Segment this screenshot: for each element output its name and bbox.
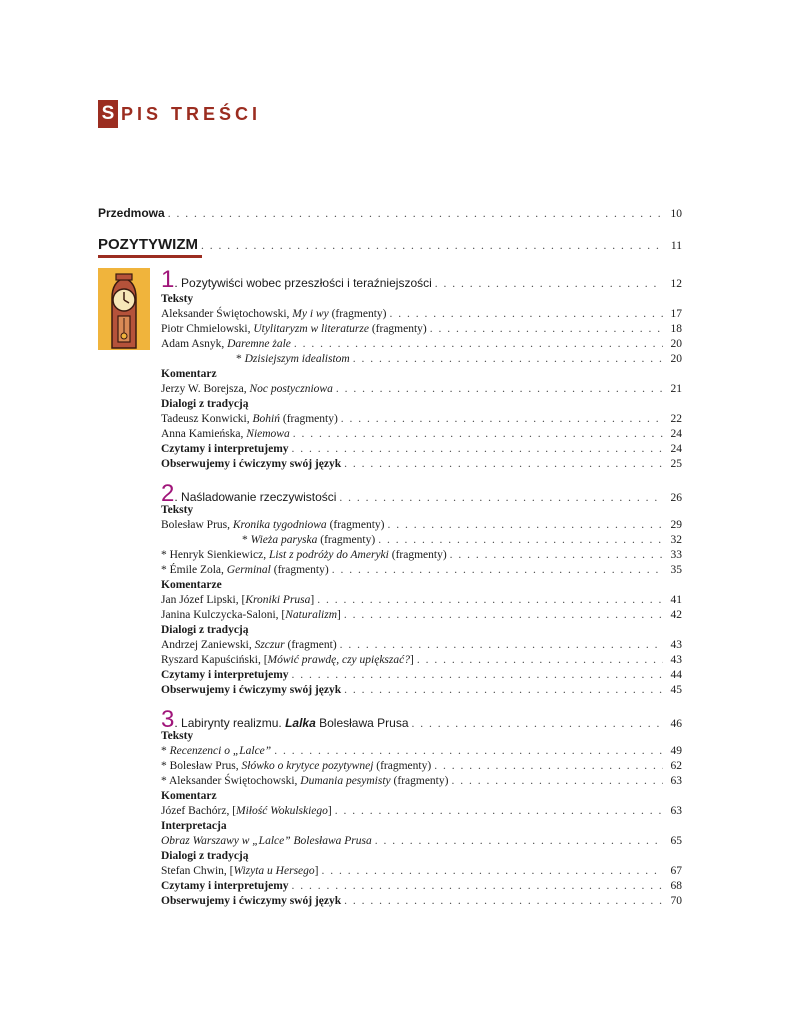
toc-entry[interactable] xyxy=(242,533,682,548)
work-title: Daremne żale xyxy=(227,338,291,350)
entry-label xyxy=(161,804,332,819)
page-number: 18 xyxy=(670,323,682,335)
title-initial: S xyxy=(98,100,118,128)
work-title: Utylitaryzm w literaturze xyxy=(253,323,369,335)
leader-dots xyxy=(450,548,663,563)
author: Jerzy W. Borejsza, xyxy=(161,383,247,395)
leader-dots xyxy=(292,442,663,457)
page-number: 70 xyxy=(670,895,682,907)
work-title: Noc postyczniowa xyxy=(249,383,333,395)
chapter-title: 2. Naśladowanie rzeczywistości xyxy=(161,480,337,507)
note: (fragmenty) xyxy=(393,775,449,787)
entry-label: Czytamy i interpretujemy xyxy=(161,880,289,892)
page-number: 33 xyxy=(670,549,682,561)
note: ] xyxy=(314,865,319,877)
leader-dots xyxy=(274,744,663,759)
page-number: 67 xyxy=(670,865,682,877)
author: Tadeusz Konwicki, xyxy=(161,413,250,425)
work-title: Dumania pesymisty xyxy=(300,775,391,787)
work-title: Wieża paryska xyxy=(250,534,318,546)
leader-dots xyxy=(387,518,663,533)
epoch-underline xyxy=(98,255,202,258)
toc-entry[interactable] xyxy=(161,593,682,608)
chapter-title: 3. Labirynty realizmu. Lalka Bolesława Prusa xyxy=(161,706,409,733)
leader-dots xyxy=(430,322,663,337)
toc-entry[interactable] xyxy=(161,653,682,668)
chapter-title-text: Pozytywiści wobec przeszłości i teraźniejszości xyxy=(181,276,432,290)
page-number: 46 xyxy=(670,718,682,730)
author: * Aleksander Świętochowski, xyxy=(161,775,298,787)
toc-entry[interactable] xyxy=(161,804,682,819)
entry-label xyxy=(161,834,372,849)
chapter-number: 3 xyxy=(161,706,175,733)
author: * Henryk Sienkiewicz, xyxy=(161,549,267,561)
page-number: 24 xyxy=(670,443,682,455)
toc-entry[interactable] xyxy=(161,638,682,653)
entry-label: Obserwujemy i ćwiczymy swój język xyxy=(161,458,342,470)
note: (fragmenty) xyxy=(320,534,376,546)
page-number: 43 xyxy=(670,654,682,666)
entry-label: Przedmowa xyxy=(98,206,165,220)
grandfather-clock-illustration xyxy=(98,268,150,350)
toc-entry[interactable] xyxy=(161,518,682,533)
entry-label xyxy=(161,382,333,397)
page-number: 43 xyxy=(670,639,682,651)
leader-dots xyxy=(293,427,663,442)
page-number: 25 xyxy=(670,458,682,470)
section-heading-interpretacja: Interpretacja xyxy=(161,820,227,832)
author: Bolesław Prus, xyxy=(161,519,230,531)
toc-entry[interactable] xyxy=(161,834,682,849)
note: ] xyxy=(337,609,341,621)
page-number: 41 xyxy=(670,594,682,606)
note: ] xyxy=(310,594,315,606)
entry-label xyxy=(161,322,427,337)
title-text: PIS TREŚCI xyxy=(121,103,262,124)
page-number: 17 xyxy=(670,308,682,320)
note: (fragmenty) xyxy=(371,323,427,335)
page-number: 22 xyxy=(670,413,682,425)
toc-entry[interactable] xyxy=(161,382,682,397)
entry-label xyxy=(161,412,338,427)
page-number: 29 xyxy=(670,519,682,531)
leader-dots xyxy=(451,774,663,789)
entry-label xyxy=(161,653,414,668)
page-number: 24 xyxy=(670,428,682,440)
entry-label xyxy=(161,608,341,623)
work-title: Kronika tygodniowa xyxy=(232,519,327,531)
leader-dots xyxy=(294,337,663,352)
entry-label xyxy=(161,759,431,774)
work-title: Naturalizm xyxy=(285,609,337,621)
work-title: Wizyta u Hersego xyxy=(233,865,315,877)
toc-entry[interactable] xyxy=(161,307,682,322)
toc-entry[interactable] xyxy=(161,322,682,337)
work-title: Miłość Wokulskiego xyxy=(236,805,328,817)
leader-dots xyxy=(389,307,663,322)
entry-label xyxy=(242,533,375,548)
note: (fragmenty) xyxy=(273,564,329,576)
work-title: Kroniki Prusa xyxy=(245,594,311,606)
leader-dots xyxy=(434,759,663,774)
chapter-title-author: Bolesława Prusa xyxy=(319,716,409,730)
author: Adam Asnyk, xyxy=(161,338,225,350)
leader-dots xyxy=(344,894,663,909)
page-number: 11 xyxy=(670,240,682,252)
leader-dots xyxy=(332,563,663,578)
note: (fragmenty) xyxy=(329,519,385,531)
entry-label: Czytamy i interpretujemy xyxy=(161,443,289,455)
toc-entry[interactable] xyxy=(161,548,682,563)
work-title: List z podróży do Ameryki xyxy=(268,549,389,561)
author: Ryszard Kapuściński, [ xyxy=(161,654,268,666)
author: * xyxy=(236,353,242,365)
author: Piotr Chmielowski, xyxy=(161,323,251,335)
work-title: Mówić prawdę, czy upiększać? xyxy=(267,654,410,666)
page-number: 65 xyxy=(670,835,682,847)
entry-label: Obserwujemy i ćwiczymy swój język xyxy=(161,684,342,696)
leader-dots xyxy=(168,207,663,222)
chapter-title: 1. Pozytywiści wobec przeszłości i teraźniejszości xyxy=(161,266,432,293)
page-number: 68 xyxy=(670,880,682,892)
note: (fragment) xyxy=(287,639,337,651)
section-heading-komentarze: Komentarze xyxy=(161,579,222,591)
leader-dots xyxy=(201,239,663,254)
page-number: 21 xyxy=(670,383,682,395)
note: ] xyxy=(327,805,332,817)
leader-dots xyxy=(375,834,663,849)
entry-label xyxy=(161,307,386,322)
section-heading-dialogi: Dialogi z tradycją xyxy=(161,624,249,636)
leader-dots xyxy=(344,683,663,698)
leader-dots xyxy=(412,717,663,732)
page-number: 63 xyxy=(670,775,682,787)
work-title: Obraz Warszawy w „Lalce” Bolesława Prusa xyxy=(161,835,372,847)
author: Janina Kulczycka-Saloni, [ xyxy=(161,609,286,621)
leader-dots xyxy=(344,608,663,623)
page-number: 10 xyxy=(670,208,682,220)
chapter-title-work: Lalka xyxy=(285,716,316,730)
toc-entry-obserwujemy[interactable] xyxy=(161,894,682,909)
author: * Bolesław Prus, xyxy=(161,760,239,772)
entry-label xyxy=(161,427,290,442)
page-number: 62 xyxy=(670,760,682,772)
page-number: 26 xyxy=(670,492,682,504)
entry-label xyxy=(161,638,337,653)
toc-entry[interactable] xyxy=(236,352,682,367)
section-heading-komentarz: Komentarz xyxy=(161,368,217,380)
leader-dots xyxy=(341,412,663,427)
toc-entry[interactable] xyxy=(161,774,682,789)
clock-icon xyxy=(98,268,150,350)
page-number: 45 xyxy=(670,684,682,696)
toc-entry-pozytywizm[interactable] xyxy=(98,237,682,254)
leader-dots xyxy=(339,491,663,506)
entry-label xyxy=(161,548,447,563)
note: (fragmenty) xyxy=(391,549,447,561)
leader-dots xyxy=(417,653,663,668)
page-number: 42 xyxy=(670,609,682,621)
leader-dots xyxy=(335,804,663,819)
toc-entry-czytamy[interactable] xyxy=(161,442,682,457)
leader-dots xyxy=(378,533,663,548)
author: Józef Bachórz, [ xyxy=(161,805,237,817)
page-title xyxy=(98,100,261,128)
leader-dots xyxy=(292,668,663,683)
toc-entry[interactable] xyxy=(161,759,682,774)
author: Anna Kamieńska, xyxy=(161,428,244,440)
entry-label xyxy=(161,593,314,608)
page-number: 44 xyxy=(670,669,682,681)
chapter-3-heading[interactable] xyxy=(161,706,682,733)
chapter-title-text: Naśladowanie rzeczywistości xyxy=(181,490,337,504)
epoch-label: POZYTYWIZM xyxy=(98,236,198,253)
entry-label xyxy=(161,563,329,578)
leader-dots xyxy=(344,457,663,472)
section-heading-dialogi: Dialogi z tradycją xyxy=(161,398,249,410)
leader-dots xyxy=(353,352,663,367)
author: Jan Józef Lipski, [ xyxy=(161,594,246,606)
toc-entry[interactable] xyxy=(161,412,682,427)
work-title: Słówko o krytyce pozytywnej xyxy=(241,760,374,772)
author: * Émile Zola, xyxy=(161,564,224,576)
toc-entry-obserwujemy[interactable] xyxy=(161,683,682,698)
leader-dots xyxy=(340,638,663,653)
author: Aleksander Świętochowski, xyxy=(161,308,290,320)
chapter-2-heading[interactable] xyxy=(161,480,682,507)
note: (fragmenty) xyxy=(282,413,338,425)
page-number: 32 xyxy=(670,534,682,546)
page-number: 20 xyxy=(670,353,682,365)
author: Stefan Chwin, [ xyxy=(161,865,234,877)
leader-dots xyxy=(322,864,664,879)
leader-dots xyxy=(317,593,663,608)
author: * xyxy=(161,745,167,757)
toc-entry-czytamy[interactable] xyxy=(161,668,682,683)
work-title: Dzisiejszym idealistom xyxy=(244,353,350,365)
note: (fragmenty) xyxy=(376,760,432,772)
entry-label xyxy=(161,774,448,789)
chapter-1-heading[interactable] xyxy=(161,266,682,293)
work-title: Bohiń xyxy=(252,413,280,425)
section-heading-teksty: Teksty xyxy=(161,504,194,516)
work-title: Germinal xyxy=(226,564,271,576)
chapter-number: 1 xyxy=(161,266,175,293)
note: ] xyxy=(410,654,414,666)
page-number: 20 xyxy=(670,338,682,350)
toc-entry[interactable] xyxy=(161,864,682,879)
toc-entry[interactable] xyxy=(161,744,682,759)
entry-label: Czytamy i interpretujemy xyxy=(161,669,289,681)
toc-entry[interactable] xyxy=(161,563,682,578)
entry-label xyxy=(236,352,350,367)
entry-label xyxy=(161,864,319,879)
entry-label xyxy=(161,518,384,533)
entry-label xyxy=(161,337,291,352)
page-number: 12 xyxy=(670,278,682,290)
toc-entry[interactable] xyxy=(161,427,682,442)
leader-dots xyxy=(435,277,663,292)
leader-dots xyxy=(292,879,663,894)
toc-entry-czytamy[interactable] xyxy=(161,879,682,894)
author: * xyxy=(242,534,248,546)
section-heading-komentarz: Komentarz xyxy=(161,790,217,802)
chapter-number: 2 xyxy=(161,480,175,507)
page-number: 35 xyxy=(670,564,682,576)
page-number: 49 xyxy=(670,745,682,757)
page-number: 63 xyxy=(670,805,682,817)
author: Andrzej Zaniewski, xyxy=(161,639,252,651)
work-title: Niemowa xyxy=(246,428,290,440)
leader-dots xyxy=(336,382,663,397)
entry-label xyxy=(161,744,271,759)
toc-entry[interactable] xyxy=(161,337,682,352)
work-title: Szczur xyxy=(254,639,285,651)
entry-label: Obserwujemy i ćwiczymy swój język xyxy=(161,895,342,907)
note: (fragmenty) xyxy=(331,308,387,320)
section-heading-dialogi: Dialogi z tradycją xyxy=(161,850,249,862)
section-heading-teksty: Teksty xyxy=(161,293,194,305)
chapter-title-text: Labirynty realizmu. xyxy=(181,716,282,730)
toc-entry-przedmowa[interactable] xyxy=(98,206,682,222)
toc-entry[interactable] xyxy=(161,608,682,623)
work-title: Recenzenci o „Lalce” xyxy=(169,745,272,757)
work-title: My i wy xyxy=(292,308,329,320)
toc-entry-obserwujemy[interactable] xyxy=(161,457,682,472)
section-heading-teksty: Teksty xyxy=(161,730,194,742)
